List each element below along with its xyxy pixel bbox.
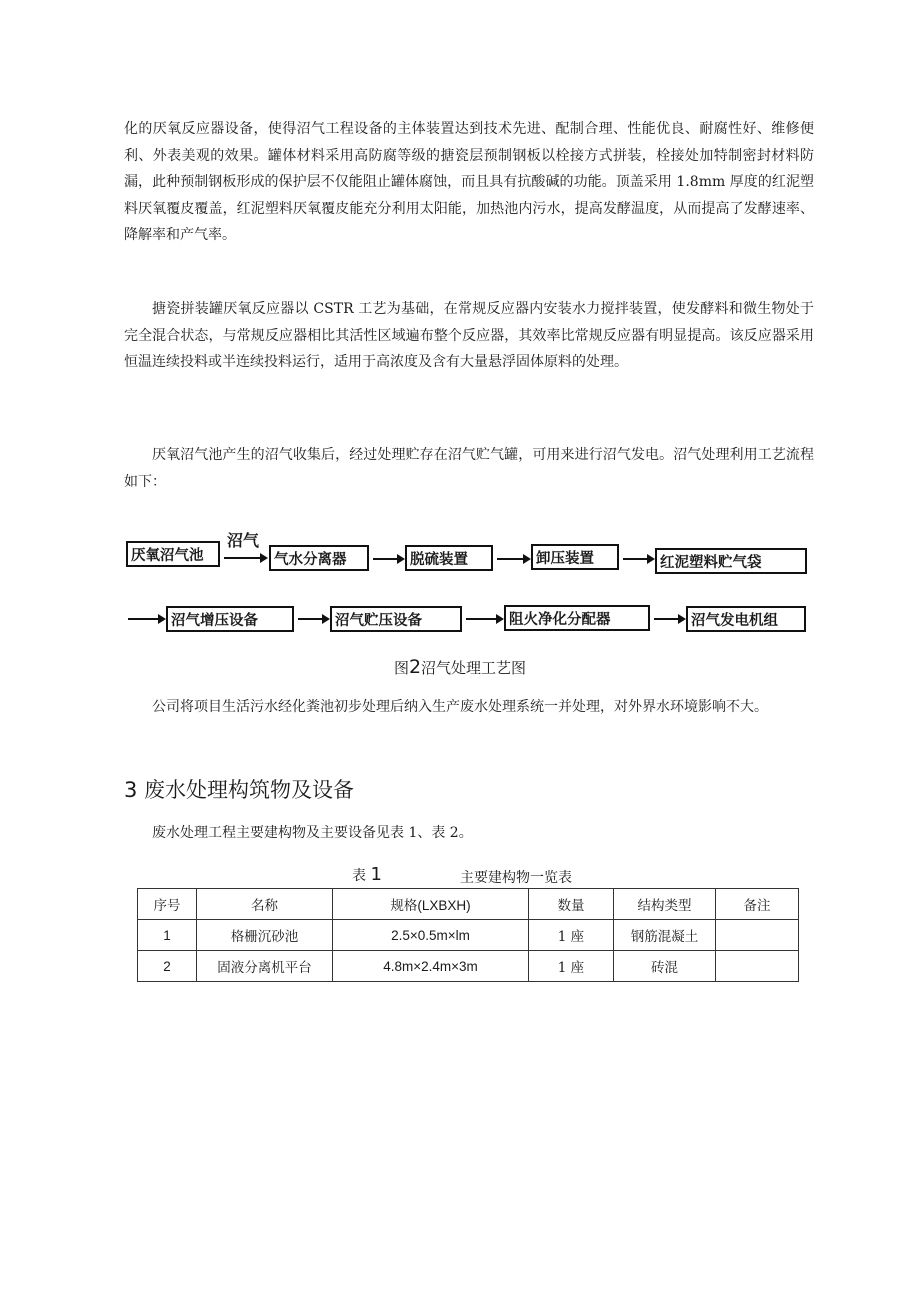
col-header-remarks: 备注 <box>716 889 799 920</box>
flow-step-flame-arrester: 阻火净化分配器 <box>504 605 650 631</box>
biogas-process-flowchart <box>124 528 814 646</box>
flow-arrow <box>298 618 324 620</box>
cell-quantity: 1 座 <box>529 951 614 982</box>
cell-name: 固液分离机平台 <box>197 951 333 982</box>
flow-arrow <box>373 558 399 560</box>
table-row <box>138 951 799 982</box>
figure-prefix: 图 <box>393 659 409 677</box>
paragraph-table-reference: 废水处理工程主要建构物及主要设备见表 1、表 2。 <box>152 825 473 841</box>
flow-arrow <box>224 557 262 559</box>
cell-structure-type: 砖混 <box>614 951 716 982</box>
col-header-quantity: 数量 <box>529 889 614 920</box>
table-title: 主要建构物一览表 <box>460 870 572 886</box>
table-header-row <box>138 889 799 920</box>
cell-index: 1 <box>138 920 197 951</box>
flow-step-gas-water-separator: 气水分离器 <box>269 545 369 571</box>
flow-gas-label: 沼气 <box>227 531 260 550</box>
paragraph-biogas-usage: 厌氧沼气池产生的沼气收集后，经过处理贮存在沼气贮气罐，可用来进行沼气发电。沼气处理利用工艺流程如下： <box>124 447 814 490</box>
col-header-structure-type: 结构类型 <box>614 889 716 920</box>
cell-spec: 4.8m×2.4m×3m <box>333 951 529 982</box>
table-number: 1 <box>370 864 382 885</box>
flow-step-generator-set: 沼气发电机组 <box>686 606 806 632</box>
col-header-name: 名称 <box>197 889 333 920</box>
cell-remarks <box>716 951 799 982</box>
section-heading: 3 废水处理构筑物及设备 <box>124 778 355 802</box>
structures-table <box>137 888 799 982</box>
table-prefix: 表 <box>352 868 366 884</box>
cell-quantity: 1 座 <box>529 920 614 951</box>
flow-step-red-mud-gas-bag: 红泥塑料贮气袋 <box>655 548 807 574</box>
paragraph-domestic-sewage: 公司将项目生活污水经化粪池初步处理后纳入生产废水处理系统一并处理，对外界水环境影响不大。 <box>152 699 768 715</box>
flow-step-pressure-relief: 卸压装置 <box>531 544 619 570</box>
col-header-index: 序号 <box>138 889 197 920</box>
flow-arrow <box>128 618 160 620</box>
flow-step-desulfurization: 脱硫装置 <box>405 545 493 571</box>
flow-arrow <box>623 558 649 560</box>
flow-step-gas-booster: 沼气增压设备 <box>166 606 294 632</box>
figure-number: 2 <box>408 656 422 678</box>
flow-step-anaerobic-tank: 厌氧沼气池 <box>126 541 220 567</box>
cell-index: 2 <box>138 951 197 982</box>
cell-structure-type: 钢筋混凝土 <box>614 920 716 951</box>
cell-name: 格栅沉砂池 <box>197 920 333 951</box>
paragraph-cstr-process: 搪瓷拼装罐厌氧反应器以 CSTR 工艺为基础，在常规反应器内安装水力搅拌装置，使发酵料和微生物处于完全混合状态，与常规反应器相比其活性区域遍布整个反应器，其效率比常规反应器有明显提高。该反应器采用恒温连续投料或半连续投料运行，适用于高浓度及含有大量悬浮固体原料的处理。 <box>124 301 814 371</box>
flow-step-gas-storage: 沼气贮压设备 <box>330 606 462 632</box>
table-number-label <box>352 864 382 885</box>
figure-title: 沼气处理工艺图 <box>421 659 527 677</box>
paragraph-reactor-description: 化的厌氧反应器设备，使得沼气工程设备的主体装置达到技术先进、配制合理、性能优良、耐腐性好、维修便利、外表美观的效果。罐体材料采用高防腐等级的搪瓷层预制钢板以栓接方式拼装，栓接处加特制密封材料防漏，此种预制钢板形成的保护层不仅能阻止罐体腐蚀，而且具有抗酸碱的功能。顶盖采用 1.8mm 厚度的红泥塑料厌氧覆皮覆盖，红泥塑料厌氧覆皮能充分利用太阳能，加热池内污水，提高发酵温度，从而提高了发酵速率、降解率和产气率。 <box>124 121 814 244</box>
table-row <box>138 920 799 951</box>
cell-spec: 2.5×0.5m×lm <box>333 920 529 951</box>
flow-arrow <box>654 618 680 620</box>
cell-remarks <box>716 920 799 951</box>
flow-arrow <box>466 618 498 620</box>
flow-arrow <box>497 558 525 560</box>
col-header-spec: 规格(LXBXH) <box>333 889 529 920</box>
figure-caption <box>0 656 920 678</box>
